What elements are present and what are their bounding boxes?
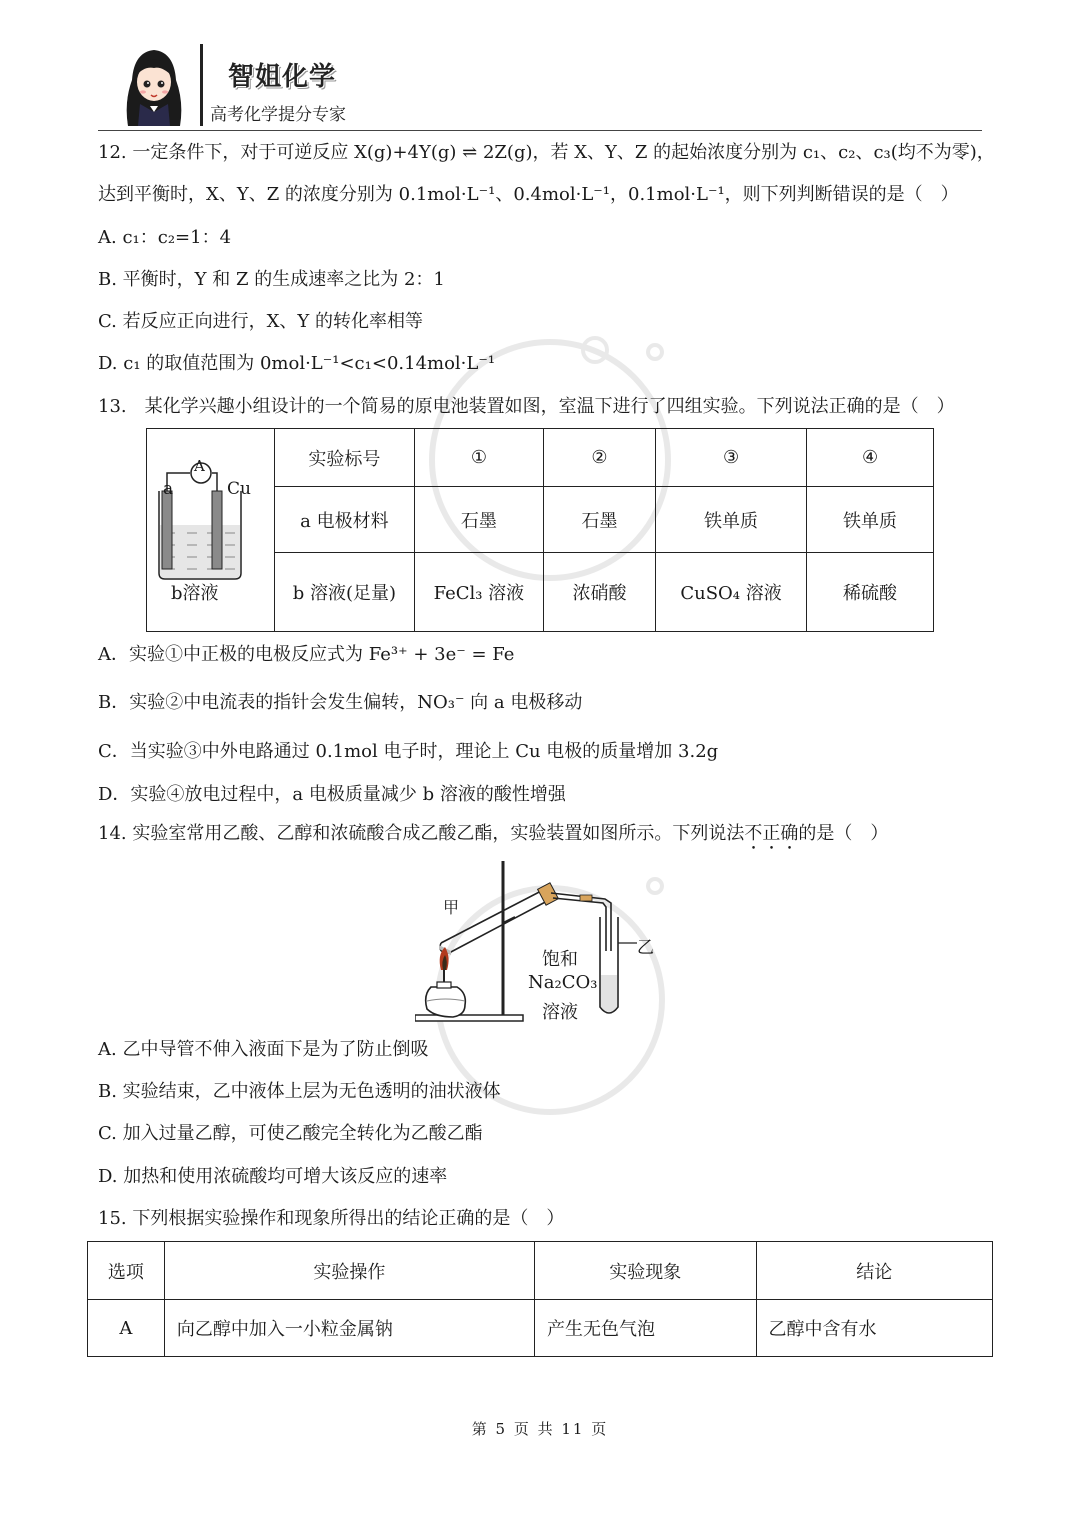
q12-option-a: A. c₁：c₂=1：4 [98,227,232,248]
ammeter-label: A [194,457,205,475]
solution-line3: 溶液 [542,1002,578,1023]
q13-row-a-3: 铁单质 [656,487,807,553]
q13-header-2: ② [543,429,655,487]
q15-header-option: 选项 [88,1242,165,1300]
q13-cell-figure [147,429,275,632]
brand-tagline: 高考化学提分专家 [210,105,346,125]
q13-row-a-1: 石墨 [414,487,543,553]
q12-option-d: D. c₁ 的取值范围为 0mol·L⁻¹<c₁<0.14mol·L⁻¹ [98,353,496,374]
q14-option-c: C. 加入过量乙醇，可使乙酸完全转化为乙酸乙酯 [98,1123,483,1144]
q12-stem-line2: 达到平衡时，X、Y、Z 的浓度分别为 0.1mol·L⁻¹、0.4mol·L⁻¹，0.1mol·L⁻¹，则下列判断错误的是（ ） [98,184,959,205]
q13-row-a-2: 石墨 [543,487,655,553]
q14-stem-emphasis: 不正确 [744,823,799,844]
electrode-cu-label: Cu [227,479,251,499]
q13-row-a-4: 铁单质 [807,487,934,553]
q14-option-d: D. 加热和使用浓硫酸均可增大该反应的速率 [98,1166,448,1187]
header-divider-vertical [200,44,203,126]
q12-option-b: B. 平衡时，Y 和 Z 的生成速率之比为 2：1 [98,269,445,290]
q14-apparatus-figure [415,855,665,1025]
q13-header-1: ① [414,429,543,487]
q13-header-4: ④ [807,429,934,487]
q13-header-3: ③ [656,429,807,487]
q13-option-b: B．实验②中电流表的指针会发生偏转，NO₃⁻ 向 a 电极移动 [98,692,583,713]
q12-option-c: C. 若反应正向进行，X、Y 的转化率相等 [98,311,423,332]
q15-header-conclusion: 结论 [756,1242,993,1300]
label-yi: 乙 [637,938,654,958]
ester-apparatus-drawing [415,855,665,1025]
q13-row-b-label: b 溶液(足量) [274,553,414,632]
q12-stem-line1: 12. 一定条件下，对于可逆反应 X(g)+4Y(g) ⇌ 2Z(g)，若 X、Y、Z 的起始浓度分别为 c₁、c₂、c₃(均不为零)， [98,142,995,163]
header [98,40,982,132]
q13-option-a: A．实验①中正极的电极反应式为 Fe³⁺ + 3e⁻ = Fe [98,644,515,665]
q15-row-a-operation: 向乙醇中加入一小粒金属钠 [164,1300,534,1357]
mascot-avatar [114,42,194,128]
q15-row-a-option: A [88,1300,165,1357]
q14-stem-pre: 14. 实验室常用乙酸、乙醇和浓硫酸合成乙酸乙酯，实验装置如图所示。下列说法 [98,823,745,844]
q15-header-phenomenon: 实验现象 [534,1242,756,1300]
q13-row-a-label: a 电极材料 [274,487,414,553]
q13-option-d: D．实验④放电过程中，a 电极质量减少 b 溶液的酸性增强 [98,784,566,805]
q13-table [146,428,934,632]
q13-option-c: C．当实验③中外电路通过 0.1mol 电子时，理论上 Cu 电极的质量增加 3.2g [98,741,719,762]
q14-option-a: A. 乙中导管不伸入液面下是为了防止倒吸 [98,1039,429,1060]
q13-row-b-1: FeCl₃ 溶液 [414,553,543,632]
q13-header-label: 实验标号 [274,429,414,487]
label-jia: 甲 [443,898,460,917]
q14-stem-post: 的是（ ） [798,823,889,844]
q15-row-a-phenomenon: 产生无色气泡 [534,1300,756,1357]
q15-header-operation: 实验操作 [164,1242,534,1300]
solution-line2: Na₂CO₃ [528,972,598,993]
q15-row-a-conclusion: 乙醇中含有水 [756,1300,993,1357]
header-rule [98,130,982,131]
solution-b-label: b溶液 [171,583,219,604]
q15-table [87,1241,993,1357]
electrode-a-label: a [163,479,174,499]
q13-row-b-4: 稀硫酸 [807,553,934,632]
q13-stem: 13. 某化学兴趣小组设计的一个简易的原电池装置如图，室温下进行了四组实验。下列说法正确的是（ ） [98,396,955,417]
q15-stem: 15. 下列根据实验操作和现象所得出的结论正确的是（ ） [98,1208,565,1229]
solution-line1: 饱和 [542,949,578,970]
q13-row-b-2: 浓硝酸 [543,553,655,632]
q14-option-b: B. 实验结束，乙中液体上层为无色透明的油状液体 [98,1081,501,1102]
q14-stem [98,822,888,854]
brand-title: 智姐化学 [228,62,337,92]
page-footer: 第 5 页 共 11 页 [471,1420,609,1438]
q13-row-b-3: CuSO₄ 溶液 [656,553,807,632]
